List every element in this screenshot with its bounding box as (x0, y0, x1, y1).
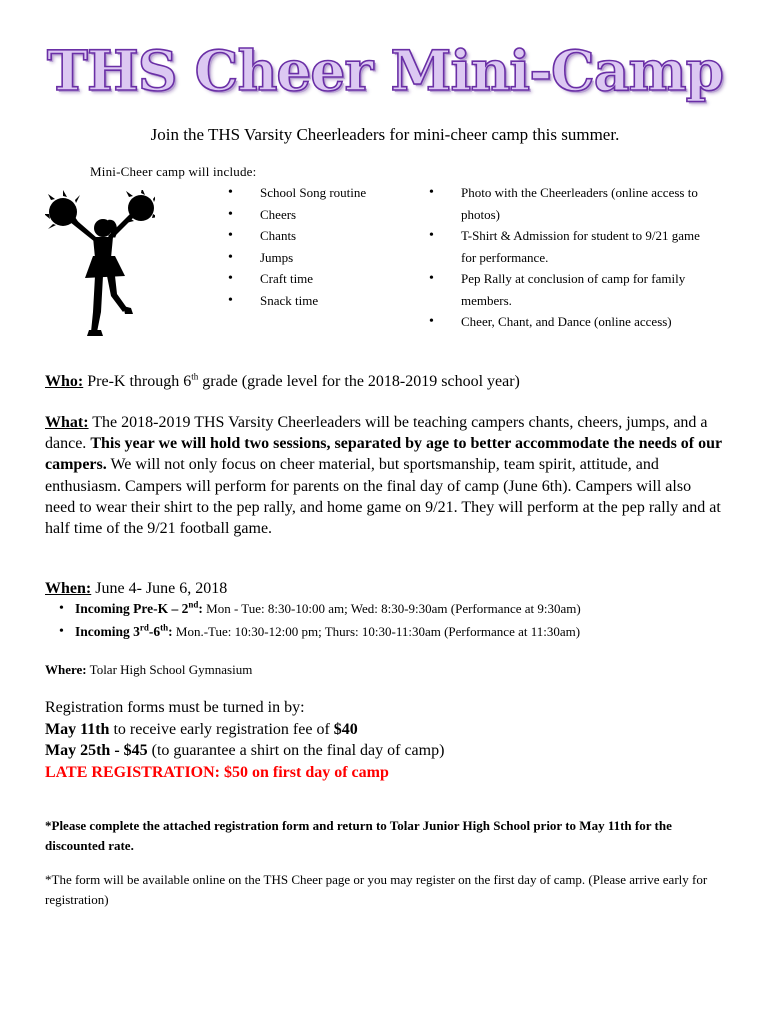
list-item: • School Song routine (260, 182, 366, 204)
second-deadline (45, 740, 725, 762)
list-item: • Jumps (260, 247, 366, 269)
what-label: What: (45, 414, 89, 431)
includes-heading: Mini-Cheer camp will include: (90, 164, 257, 179)
early-fee: $40 (333, 720, 358, 738)
session-sup: th (160, 622, 169, 633)
where-text: Tolar High School Gymnasium (89, 662, 253, 677)
list-item: • Pep Rally at conclusion of camp for family members. (461, 268, 711, 311)
second-text: (to guarantee a shirt on the final day of camp) (151, 742, 445, 759)
session-label: Incoming 3 (75, 624, 140, 639)
early-text: to receive early registration fee of (113, 720, 330, 738)
who-text: Pre-K through 6 (87, 373, 192, 390)
session-colon: : (168, 624, 173, 639)
session-colon: : (198, 601, 203, 616)
list-item: • Chants (260, 225, 366, 247)
cheerleader-silhouette-icon (45, 190, 155, 340)
registration-intro: Registration forms must be turned in by: (45, 699, 305, 716)
intro-line: Join the THS Varsity Cheerleaders for mini-cheer camp this summer. (150, 125, 620, 144)
late-registration: LATE REGISTRATION: $50 on first day of camp (45, 763, 389, 781)
online-form-note: *The form will be available online on the THS Cheer page or you may register on the first day of camp. (Please arrive early for registration) (45, 872, 708, 907)
who-sup: th (191, 371, 199, 382)
session-sup: rd (139, 622, 149, 633)
list-item: • Cheer, Chant, and Dance (online access) (461, 311, 711, 333)
where-section (45, 662, 252, 678)
list-item: • Cheers (260, 204, 366, 226)
what-bold-text: This year we will hold two sessions, separated by age to better accommodate the needs of our campers. (45, 435, 722, 474)
form-return-note: *Please complete the attached registration form and return to Tolar Junior High School prior to May 11th for the discounted rate. (45, 818, 672, 853)
second-date: May 25th - $45 (45, 742, 148, 759)
when-dates: June 4- June 6, 2018 (95, 580, 228, 597)
list-item: • Photo with the Cheerleaders (online access to photos) (461, 182, 711, 225)
session-row (75, 597, 755, 620)
what-section (45, 412, 725, 539)
list-item: • T-Shirt & Admission for student to 9/21 game for performance. (461, 225, 711, 268)
session-label-mid: -6 (148, 624, 161, 639)
what-text: The 2018-2019 THS Varsity Cheerleaders will be teaching campers chants, cheers, jumps, and a dance. (45, 414, 708, 453)
list-item: • Snack time (260, 290, 366, 312)
session-detail: Mon - Tue: 8:30-10:00 am; Wed: 8:30-9:30am (Performance at 9:30am) (206, 601, 581, 616)
registration-section (45, 697, 725, 783)
who-section (45, 371, 725, 392)
session-list (75, 597, 755, 643)
when-label: When: (45, 580, 92, 597)
includes-list-right (461, 182, 711, 333)
early-date: May 11th (45, 720, 110, 738)
early-deadline (45, 719, 725, 741)
who-label: Who: (45, 373, 84, 390)
includes-list-left (260, 182, 366, 311)
what-text-continued: We will not only focus on cheer material, but sportsmanship, team spirit, attitude, and enthusiasm. Campers will perform for parents on the final day of camp (June 6th). Campers will also need to wear their shirt to the pep rally, and home game on 9/21. They will perform at the pep rally and at half time of the 9/21 football game. (45, 456, 721, 538)
session-detail: Mon.-Tue: 10:30-12:00 pm; Thurs: 10:30-11:30am (Performance at 11:30am) (175, 624, 581, 639)
where-label: Where: (45, 662, 87, 677)
session-row (75, 620, 755, 643)
session-label: Incoming Pre-K – 2 (75, 601, 189, 616)
who-text-post: grade (grade level for the 2018-2019 school year) (202, 373, 520, 390)
session-sup: nd (188, 599, 199, 610)
list-item: • Craft time (260, 268, 366, 290)
page-title: THS Cheer Mini-Camp (46, 38, 724, 103)
